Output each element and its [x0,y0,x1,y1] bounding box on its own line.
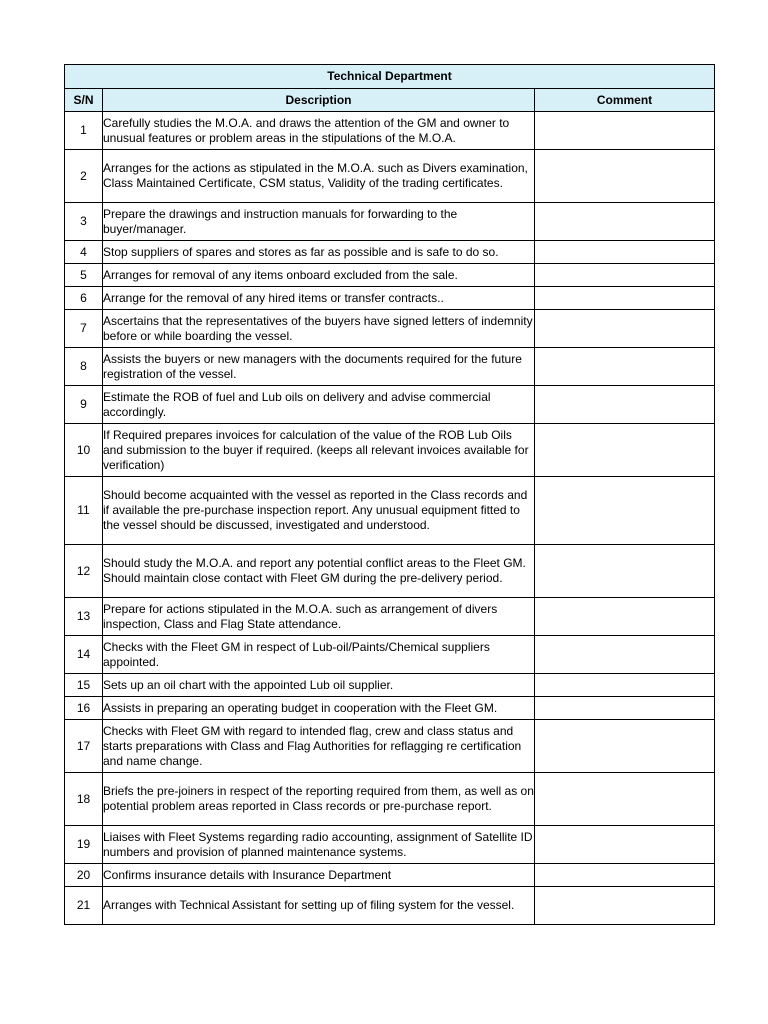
row-sn: 5 [65,264,103,287]
row-description: Carefully studies the M.O.A. and draws the attention of the GM and owner to unusual features or problem areas in the stipulations of the M.O.A. [103,112,535,150]
row-description: Sets up an oil chart with the appointed Lub oil supplier. [103,674,535,697]
row-description: Assists the buyers or new managers with the documents required for the future registration of the vessel. [103,348,535,386]
row-comment-cell[interactable] [535,264,715,287]
row-description: Liaises with Fleet Systems regarding radio accounting, assignment of Satellite ID numbers and provision of planned maintenance systems. [103,826,535,864]
row-sn: 3 [65,203,103,241]
row-description: Arranges with Technical Assistant for setting up of filing system for the vessel. [103,887,535,925]
row-comment-cell[interactable] [535,477,715,545]
row-sn: 6 [65,287,103,310]
row-sn: 21 [65,887,103,925]
row-comment-cell[interactable] [535,887,715,925]
row-comment-cell[interactable] [535,310,715,348]
table-header-row [65,89,715,112]
row-sn: 12 [65,545,103,598]
table-row [65,773,715,826]
table-row [65,150,715,203]
row-comment-cell[interactable] [535,674,715,697]
table-row [65,424,715,477]
row-sn: 15 [65,674,103,697]
row-description: Confirms insurance details with Insurance Department [103,864,535,887]
table-row [65,697,715,720]
table-title: Technical Department [65,65,715,89]
row-comment-cell[interactable] [535,720,715,773]
column-header-description: Description [103,89,535,112]
row-description: Prepare the drawings and instruction manuals for forwarding to the buyer/manager. [103,203,535,241]
row-comment-cell[interactable] [535,203,715,241]
row-description: Briefs the pre-joiners in respect of the reporting required from them, as well as on potential problem areas reported in Class records or pre-purchase report. [103,773,535,826]
table-body [65,112,715,925]
row-description: Arranges for the actions as stipulated in the M.O.A. such as Divers examination, Class Maintained Certificate, CSM status, Validity of the trading certificates. [103,150,535,203]
row-comment-cell[interactable] [535,864,715,887]
table-row [65,264,715,287]
table-row [65,348,715,386]
table-row [65,720,715,773]
table-row [65,598,715,636]
row-comment-cell[interactable] [535,773,715,826]
row-sn: 10 [65,424,103,477]
row-comment-cell[interactable] [535,348,715,386]
row-sn: 2 [65,150,103,203]
row-comment-cell[interactable] [535,424,715,477]
row-comment-cell[interactable] [535,386,715,424]
row-comment-cell[interactable] [535,545,715,598]
row-comment-cell[interactable] [535,241,715,264]
column-header-sn: S/N [65,89,103,112]
row-sn: 13 [65,598,103,636]
table-row [65,287,715,310]
row-description: Arrange for the removal of any hired items or transfer contracts.. [103,287,535,310]
row-sn: 19 [65,826,103,864]
row-description: Estimate the ROB of fuel and Lub oils on delivery and advise commercial accordingly. [103,386,535,424]
row-comment-cell[interactable] [535,697,715,720]
technical-department-table [64,64,715,925]
row-comment-cell[interactable] [535,826,715,864]
table-row [65,826,715,864]
row-comment-cell[interactable] [535,112,715,150]
row-description: Should study the M.O.A. and report any potential conflict areas to the Fleet GM. Should maintain close contact with Fleet GM during the pre-delivery period. [103,545,535,598]
row-sn: 18 [65,773,103,826]
row-description: Assists in preparing an operating budget in cooperation with the Fleet GM. [103,697,535,720]
table-row [65,674,715,697]
row-sn: 11 [65,477,103,545]
row-description: Should become acquainted with the vessel as reported in the Class records and if available the pre-purchase inspection report. Any unusual equipment fitted to the vessel should be discussed, investigated and understood. [103,477,535,545]
table-row [65,864,715,887]
row-description: Arranges for removal of any items onboard excluded from the sale. [103,264,535,287]
row-description: Stop suppliers of spares and stores as far as possible and is safe to do so. [103,241,535,264]
table-row [65,887,715,925]
row-comment-cell[interactable] [535,287,715,310]
table-row [65,545,715,598]
table-row [65,386,715,424]
row-description: Ascertains that the representatives of the buyers have signed letters of indemnity before or while boarding the vessel. [103,310,535,348]
column-header-comment: Comment [535,89,715,112]
row-sn: 1 [65,112,103,150]
row-comment-cell[interactable] [535,598,715,636]
table-row [65,112,715,150]
table-title-row [65,65,715,89]
row-sn: 8 [65,348,103,386]
row-description: Checks with the Fleet GM in respect of Lub-oil/Paints/Chemical suppliers appointed. [103,636,535,674]
row-description: Prepare for actions stipulated in the M.O.A. such as arrangement of divers inspection, Class and Flag State attendance. [103,598,535,636]
row-description: Checks with Fleet GM with regard to intended flag, crew and class status and starts preparations with Class and Flag Authorities for reflagging re certification and name change. [103,720,535,773]
table-row [65,310,715,348]
table-row [65,636,715,674]
table-row [65,203,715,241]
row-sn: 20 [65,864,103,887]
row-sn: 7 [65,310,103,348]
row-sn: 16 [65,697,103,720]
row-description: If Required prepares invoices for calculation of the value of the ROB Lub Oils and submission to the buyer if required. (keeps all relevant invoices available for verification) [103,424,535,477]
row-sn: 4 [65,241,103,264]
table-row [65,477,715,545]
row-sn: 17 [65,720,103,773]
row-comment-cell[interactable] [535,636,715,674]
row-comment-cell[interactable] [535,150,715,203]
row-sn: 9 [65,386,103,424]
table-row [65,241,715,264]
row-sn: 14 [65,636,103,674]
